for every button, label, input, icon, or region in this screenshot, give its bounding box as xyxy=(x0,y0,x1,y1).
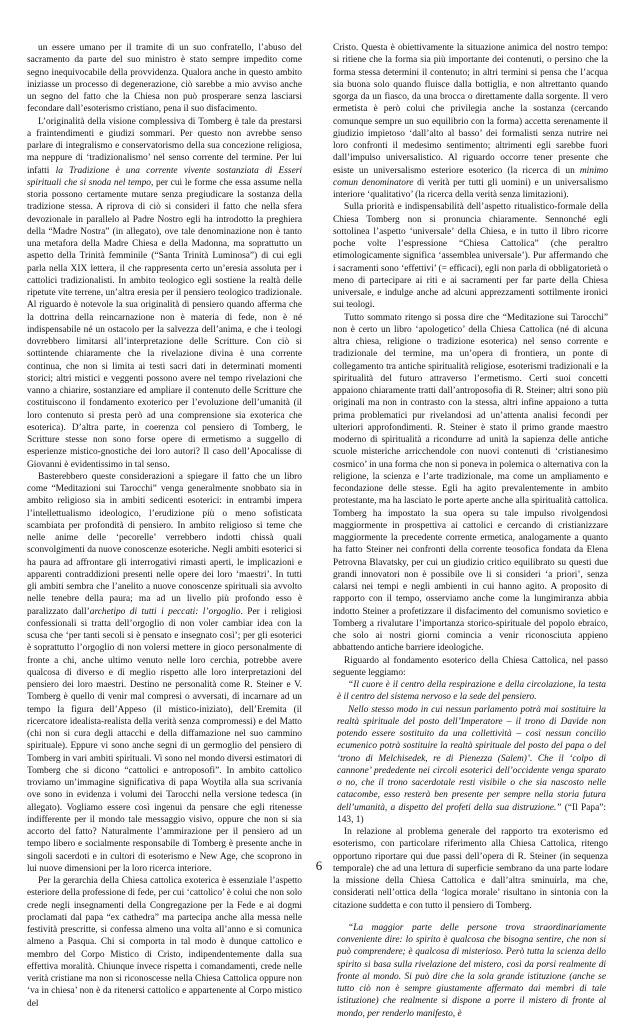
paragraph xyxy=(337,922,606,1020)
italic-text: “Il cuore è il centro della respirazione e della circolazione, la testa è il centro del sistema nervoso e la sede del pensiero. xyxy=(337,680,606,703)
paragraph-text: Cristo. Questa è obiettivamente la situazione animica del nostro tempo: si ritiene che la forma sia più importante dei contenuti, o persino che la forma stessa determini il contenuto; in altri termini si pensa che l’acqua sia buona solo quando fluisce dalla bottiglia, e non altrettanto quando sgorga da un fiasco, da una brocca o direttamente dalla sorgente. Il vero ermetista è però colui che privilegia anche la sostanza (cercando comunque sempre un suo equilibrio con la forma) accetta serenamente il giudizio impietoso ‘dall’alto al basso’ dei formalisti senza nutrire nei loro confronti il medesimo sentimento; altrimenti egli sarebbe fuori dall’impulso universalistico. Al riguardo occorre tener presente che esiste un universalismo esteriore esoterico (la ricerca di un xyxy=(333,43,608,176)
paragraph xyxy=(333,42,608,201)
paragraph-text: In relazione al problema generale del rapporto tra exoterismo ed esoterismo, con particolare riferimento alla Chiesa Cattolica, ritengo opportuno riportare qui due passi dell’opera di R. Steiner (in sequenza temporale) che ad una lettura di superficie sembrano da una parte lodare la missione della Chiesa Cattolica e dall’altra sminuirla, ma che, considerati nell’ottica della ‘logica morale’ risultano in sintonia con la citazione suddetta e con tutto il pensiero di Tomberg. xyxy=(333,827,608,911)
left-column xyxy=(27,42,302,1009)
italic-text: archetipo di tutti i peccati: l’orgoglio xyxy=(89,606,241,617)
page-number: 6 xyxy=(315,858,323,873)
paragraph xyxy=(27,116,302,471)
paragraph xyxy=(337,704,606,827)
paragraph-text: Riguardo al fondamento esoterico della Chiesa Cattolica, nel passo seguente leggiamo: xyxy=(333,655,608,678)
paragraph-text: (“Il Papa”: 143, 1) xyxy=(337,802,607,825)
paragraph-text: di verità per tutti gli uomini) e un universalismo interiore ‘qualitativo’ (la ricerca della verità senza limitazioni). xyxy=(333,177,608,200)
paragraph-text: un essere umano per il tramite di un suo confratello, l’abuso del sacramento da parte del suo ministro è stato sempre impedito come segno inequivocabile della provvidenza. Qualora anche in questo ambito iniziasse un processo di degenerazione, ciò sarebbe a mio avviso anche un segno del fatto che la Chiesa non può prosperare senza lasciarsi fecondare dall’esoterismo cristiano, pena il suo disfacimento. xyxy=(27,43,302,115)
italic-text: Nello stesso modo in cui nessun parlamento potrà mai sostituire la realtà spirituale del posto dell’Imperatore – il trono di Davide non potendo essere sostituito da una collettività – così nessun concilio ecumenico potrà sostituire la realtà spirituale del posto del papa o del ‘trono di Melchisedek, re di Pienezza (Salem)’. Che il ‘colpo di cannone’ prededente nei circoli esoterici dell’occidente venga sparato o no, che il trono sacerdotale resti visibile o che sia nascosto nelle catacombe, esso resterà ben presente per sempre nella storia futura dell’umanità, a dispetto del profeti della sua distruzione.” xyxy=(337,704,606,813)
paragraph-text: , per cui le forme che essa assume nella storia possono certamente mutare senza pregiudicare la sostanza della tradizione stessa. A riprova di ciò si consideri il fatto che nella sfera devozionale in parallelo al Padre Nostro egli ha introdotto la preghiera della “Madre Nostra” (in allegato), ove tale denominazione non è tanto una metafora della Madre Chiesa e della Madonna, ma soprattutto un aspetto della Trinità femminile (“Santa Trinità Luminosa”) di cui egli parla nella XIX lettera, il che rappresenta certo un’eresia assoluta per i cattolici tradizionalisti. In ambito teologico egli sostiene la realtà delle ripetute vite terrene, un’altra eresia per il pensiero teologico tradizionale. Al riguardo è notevole la sua originalità di pensiero quando afferma che la dottrina della reincarnazione non è materia di fede, non è né indispensabile né un ostacolo per la salvezza dell’anima, e che i teologi dovrebbero limitarsi all’interpretazione delle Scritture. Con ciò si sottintende chiaramente che la rivelazione divina è una corrente continua, che non si limita ai testi sacri dati in determinati momenti storici; altri mistici e veggenti possono avere nel tempo rivelazioni che vanno a chiarire, sostanziare ed ampliare il contenuto delle Scritture che costituiscono il fondamento exoterico per l’evoluzione dell’umanità (il loro contenuto si presta però ad una comprensione sia exoterica che esoterica). D’altra parte, in coerenza col pensiero di Tomberg, le Scritture stesse non sono forse opere di ermetismo a suggello di esperienze mistico-gnostiche dei loro autori? Il caso dell’Apocalisse di Giovanni è evidentissimo in tal senso. xyxy=(27,177,302,470)
paragraph xyxy=(333,655,608,680)
paragraph-text: L’originalità della visione complessiva di Tomberg è tale da prestarsi a fraintendimenti e giudizi sommari. Per questo non avrebbe senso parlare di integralismo e conservatorismo della sua concezione religiosa, ma neppure di ‘tradizionalismo’ nel senso corrente del termine. Per lui infatti xyxy=(27,116,302,176)
paragraph xyxy=(333,201,608,311)
italic-text: minimo comun denominatore xyxy=(333,165,608,188)
paragraph xyxy=(27,471,302,875)
italic-text: “La maggior parte delle persone trova straordinariamente conveniente dire: lo spirito è qualcosa che bisogna sentire, che non si può comprendere; è qualcosa di misterioso. Però tutta la scienza dello spirito si basa sulla rivelazione del mistero, così da porsi realmente di fronte al mondo. Si può dire che la sola grande istituzione (anche se tutto ciò non è sempre giustamente affermato dai membri di tale istituzione) che realmente si dispone a porre il mistero di fronte al mondo, per renderlo manifesto, è xyxy=(337,922,606,1019)
paragraph-text: Sulla priorità e indispensabilità dell’aspetto ritualistico-formale della Chiesa Tomberg non si pronuncia chiaramente. Sennonché egli sottolinea l’aspetto ‘universale’ della Chiesa, e in tutto il libro ricorre poche volte l’espressione “Chiesa Cattolica” (che peraltro etimologicamente significa ‘assemblea universale’). Pur affermando che i sacramenti sono ‘effettivi’ (= efficaci), egli non parla di obbligatorietà o meno di partecipare ai riti e ai sacramenti per far parte della Chiesa universale, e indulge anche ad alcuni apprezzamenti sottilmente ironici sui teologi. xyxy=(333,202,608,311)
paragraph xyxy=(333,312,608,655)
paragraph-text: Per la gerarchia della Chiesa cattolica exoterica è essenziale l’aspetto esteriore della professione di fede, per cui ‘cattolico’ è colui che non solo crede negli insegnamenti della Congregazione per la Fede e ai dogmi proclamati dal papa “ex cathedra” ma partecipa anche alla messa nelle festività prescritte, si confessa almeno una volta all’anno e si comunica almeno a Pasqua. Chi si comporta in tal modo è dunque cattolico e membro del Corpo Mistico di Cristo, indipendentemente dalla sua effettiva moralità. Chiunque invece rispetta i comandamenti, crede nelle verità cristiane ma non si riconoscesse nella Chiesa Cattolica oppure non ‘va in chiesa’ non è da ritenersi cattolico e appartenente al Corpo mistico del xyxy=(27,876,302,1009)
paragraph xyxy=(27,42,302,116)
italic-text: la Tradizione è una corrente vivente sostanziata di Esseri spirituali che si snoda nel tempo xyxy=(27,165,302,188)
paragraph xyxy=(337,679,606,704)
paragraph-text: Tutto sommato ritengo si possa dire che “Meditazione sui Tarocchi” non è certo un libro ‘apologetico’ della Chiesa Cattolica (né di alcuna altra chiesa, religione o tradizione esoterica) nel senso corrente e tradizionale del termine, ma un’opera di frontiera, un ponte di collegamento tra antiche spiritualità religiose, esoterismi tradizionali e la spiritualità del futuro attraverso l’ermetismo. Certi suoi concetti appaiono chiaramente tratti dall’antroposofia di R. Steiner; altri sono più originali ma non in contrasto con la stessa, altri infine appaiono a tutta prima problematici pur rivelandosi ad un’attenta analisi fecondi per ulteriori approfondimenti. R. Steiner è stato il primo grande maestro moderno di spiritualità a ricondurre ad unità la sapienza delle antiche scuole misteriche arricchendole con nuovi contenuti di ‘cristianesimo cosmico’ in una forma che non si poneva in polemica o alternativa con la religione, la scienza e l’arte tradizionale, ma come un ampliamento e fecondazione delle stesse. Egli ha agito prevalentemente in ambito protestante, ma ha lasciato le porte aperte anche alla spiritualità cattolica. Tomberg ha impostato la sua opera su tale impulso rivolgendosi maggiormente in prospettiva ai cattolici e cercando di cristianizzare maggiormente la precedente corrente ermetica, analogamente a quanto ha fatto Steiner nei confronti della corrente teosofica fondata da Elena Petrovna Blavatsky, per cui un giudizio critico equilibrato su questi due grandi innovatori non è possibile ove li si consideri ‘a priori’, senza calarsi nei tempi e negli ambienti in cui hanno agito. A proposito di rapporto con il tempo, osserviamo anche come la lungimiranza abbia indotto Steiner a profetizzare il disfacimento del comunismo sovietico e Tomberg a rivalutare l’importanza storico-spirituale del popolo ebraico, che solo ai nostri giorni comincia a venir riconosciuta appieno abbattendo antiche barriere ideologiche. xyxy=(333,312,608,654)
paragraph-text: Basterebbero queste considerazioni a spiegare il fatto che un libro come “Meditazioni sui Tarocchi” venga generalmente snobbato sia in ambito religioso sia in ambiti sedicenti esoterici: in entrambi impera l’intellettualismo ideologico, l’erudizione più o meno sofisticata scambiata per profondità di pensiero. In ambito religioso si teme che nelle anime delle ‘pecorelle’ verrebbero indotti chissà quali sconvolgimenti da nuove conoscenze esoteriche. Negli ambiti esoterici si ha paura ad affrontare gli interrogativi rimasti aperti, le implicazioni e apparenti contraddizioni presenti nelle opere dei loro ‘maestri’. In tutti gli ambiti sembra che l’anelito a nuove conoscenze spirituali sia avvolto nelle tenebre della paura; ma ad un livello più profondo esso è paralizzato dall’ xyxy=(27,471,302,617)
paragraph xyxy=(27,875,302,1010)
right-column xyxy=(333,42,608,1019)
paragraph-text: . Per i religiosi confessionali si tratta dell’orgoglio di non voler cambiar idea con la scusa che ‘per tanti secoli si è pensato e insegnato così’; per gli esoterici è soprattutto l’orgoglio di non volersi mettere in gioco personalmente di fronte a chi, anche ultimo venuto nelle loro cerchia, potrebbe avere qualcosa di diverso e di meglio rispetto alle loro interpretazioni del pensiero dei loro maestri. Destino ne personalità come R. Steiner e V. Tomberg è quello di venir mal compresi o avversati, di incarnare ad un tempo la figura dell’Appeso (il mistico-iniziato), dell’Eremita (il ricercatore idealista-realista della verità senza compromessi) e del Matto (chi non si cura degli attacchi e della diffamazione nel suo cammino spirituale). Eppure vi sono anche segni di un germoglio del pensiero di Tomberg in vari ambiti spirituali. Vi sono nel mondo diversi estimatori di Tomberg che si dicono “cattolici e antroposofi”. In ambito cattolico troviamo un’immagine significativa di papa Woytila alla sua scrivania ove sono in evidenza i volumi dei Tarocchi nella versione tedesca (in allegato). Vogliamo essere così ingenui da pensare che egli ritenesse indifferente per il mondo tale messaggio visivo, oppure che non si sia accorto del fatto? Naturalmente l’ammirazione per il pensiero ad un tempo libero e socialmente responsabile di Tomberg è presente anche in singoli sacerdoti e in cultori di esoterismo e New Age, che scoprono in lui nuove dimensioni per la loro ricerca interiore. xyxy=(27,606,302,874)
